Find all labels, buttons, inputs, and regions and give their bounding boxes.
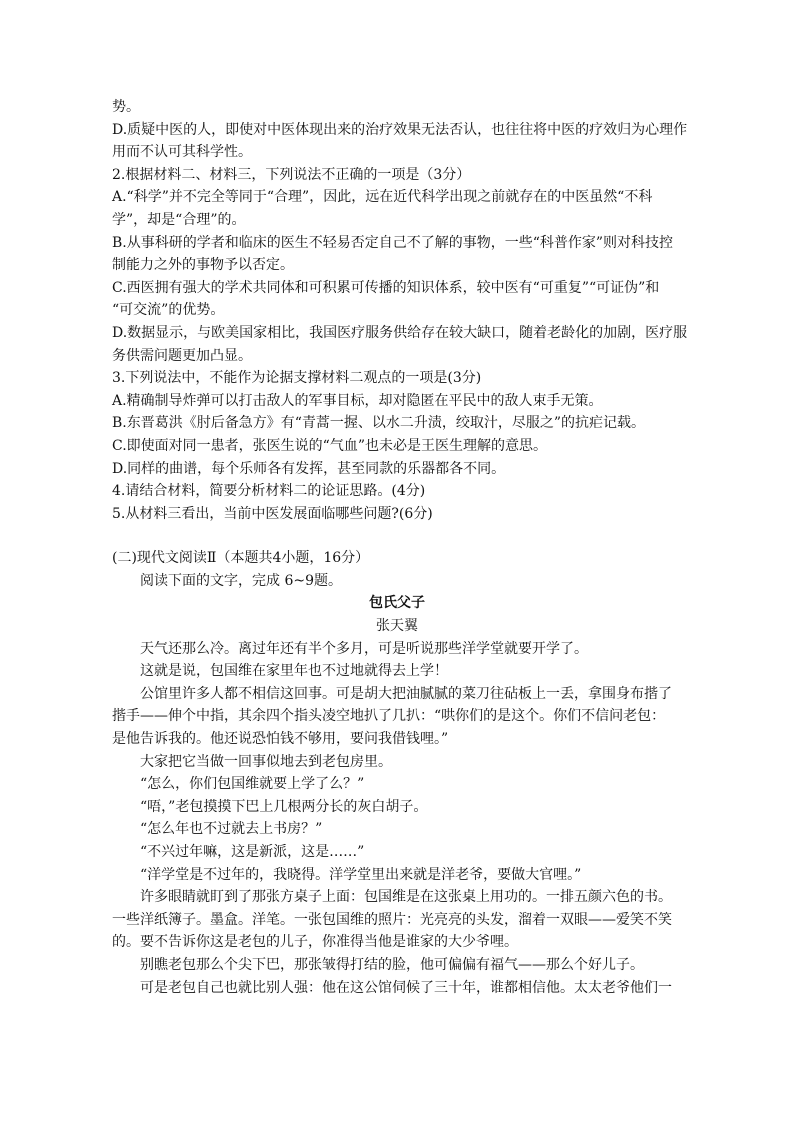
question-5: 5.从材料三看出，当前中医发展面临哪些问题?(6分) bbox=[112, 505, 433, 522]
paragraph-line: 一些洋纸簿子。墨盒。洋笔。一张包国维的照片：光亮亮的头发，溜着一双眼——爱笑不笑 bbox=[112, 911, 672, 928]
paragraph-line: 是他告诉我的。他还说恐怕钱不够用，要问我借钱哩。” bbox=[112, 731, 449, 748]
question-3: 3.下列说法中，不能作为论据支撑材料二观点的一项是(3分) bbox=[112, 370, 482, 387]
dialogue-line: “唔，”老包摸摸下巴上几根两分长的灰白胡子。 bbox=[140, 798, 428, 815]
instruction: 阅读下面的文字，完成 6~9题。 bbox=[140, 572, 342, 589]
option-c: C.即使面对同一患者，张医生说的“气血”也未必是王医生理解的意思。 bbox=[112, 437, 547, 454]
text-line: D.质疑中医的人，即使对中医体现出来的治疗效果无法否认，也往往将中医的疗效归为心理作 bbox=[112, 121, 688, 138]
text-line: 学”，却是“合理”的。 bbox=[112, 211, 246, 228]
text-line: 务供需问题更加凸显。 bbox=[112, 347, 252, 364]
text-line: “可交流”的优势。 bbox=[112, 302, 225, 319]
story-title: 包氏父子 bbox=[369, 595, 425, 612]
option-b: B.从事科研的学者和临床的医生不轻易否定自己不了解的事物，一些“科普作家”则对科技控 bbox=[112, 234, 674, 251]
section-gap bbox=[112, 525, 682, 547]
option-a: A.“科学”并不完全等同于“合理”，因此，远在近代科学出现之前就存在的中医虽然“不科 bbox=[112, 189, 653, 206]
dialogue-line: “洋学堂是不过年的，我晓得。洋学堂里出来就是洋老爷，要做大官哩。” bbox=[140, 866, 582, 883]
dialogue-line: “怎么，你们包国维就要上学了么？” bbox=[140, 776, 365, 793]
paragraph-line: 公馆里许多人都不相信这回事。可是胡大把油腻腻的菜刀往砧板上一丢，拿围身布揩了 bbox=[140, 685, 672, 702]
paragraph-line: 这就是说，包国维在家里年也不过地就得去上学！ bbox=[140, 663, 448, 680]
question-4: 4.请结合材料，简要分析材料二的论证思路。(4分) bbox=[112, 483, 426, 500]
option-d: D.同样的曲谱，每个乐师各有发挥，甚至同款的乐器都各不同。 bbox=[112, 460, 506, 477]
paragraph-line: 的。要不告诉你这是老包的儿子，你准得当他是谁家的大少爷哩。 bbox=[112, 934, 518, 951]
text-line: 势。 bbox=[112, 99, 140, 115]
section-heading: (二)现代文阅读Ⅱ（本题共4小题，16分） bbox=[112, 550, 370, 567]
paragraph-line: 天气还那么冷。离过年还有半个多月，可是听说那些洋学堂就要开学了。 bbox=[140, 640, 588, 657]
option-c: C.西医拥有强大的学术共同体和可积累可传播的知识体系，较中医有“可重复”“可证伪”和 bbox=[112, 279, 660, 296]
dialogue-line: “不兴过年嘛，这是新派，这是……” bbox=[140, 844, 365, 860]
reading-section bbox=[112, 547, 682, 999]
story-author: 张天翼 bbox=[376, 618, 418, 635]
document-page bbox=[112, 96, 688, 999]
text-line: 制能力之外的事物予以否定。 bbox=[112, 257, 294, 274]
paragraph-line: 大家把它当做一回事似地去到老包房里。 bbox=[140, 753, 392, 770]
paragraph-line: 许多眼睛就盯到了那张方桌子上面：包国维是在这张桌上用功的。一排五颜六色的书。 bbox=[140, 889, 672, 906]
paragraph-line: 揩手——伸个中指，其余四个指头凌空地扒了几扒：“哄你们的是这个。你们不信问老包： bbox=[112, 708, 666, 725]
option-b: B.东晋葛洪《肘后备急方》有“青蒿一握、以水二升渍，绞取汁，尽服之”的抗疟记载。 bbox=[112, 415, 646, 432]
option-a: A.精确制导炸弹可以打击敌人的军事目标，却对隐匿在平民中的敌人束手无策。 bbox=[112, 392, 603, 409]
dialogue-line: “怎么年也不过就去上书房？” bbox=[140, 821, 323, 838]
paragraph-line: 别瞧老包那么个尖下巴，那张皱得打结的脸，他可偏偏有福气——那么个好儿子。 bbox=[140, 956, 644, 973]
question-2: 2.根据材料二、材料三，下列说法不正确的一项是（3分） bbox=[112, 166, 471, 183]
text-line: 用而不认可其科学性。 bbox=[112, 144, 252, 161]
paragraph-line: 可是老包自己也就比别人强：他在这公馆伺候了三十年，谁都相信他。太太老爷他们一 bbox=[140, 979, 672, 996]
option-d: D.数据显示，与欧美国家相比，我国医疗服务供给存在较大缺口，随着老龄化的加剧，医疗服 bbox=[112, 324, 688, 341]
questions-section bbox=[112, 96, 688, 525]
